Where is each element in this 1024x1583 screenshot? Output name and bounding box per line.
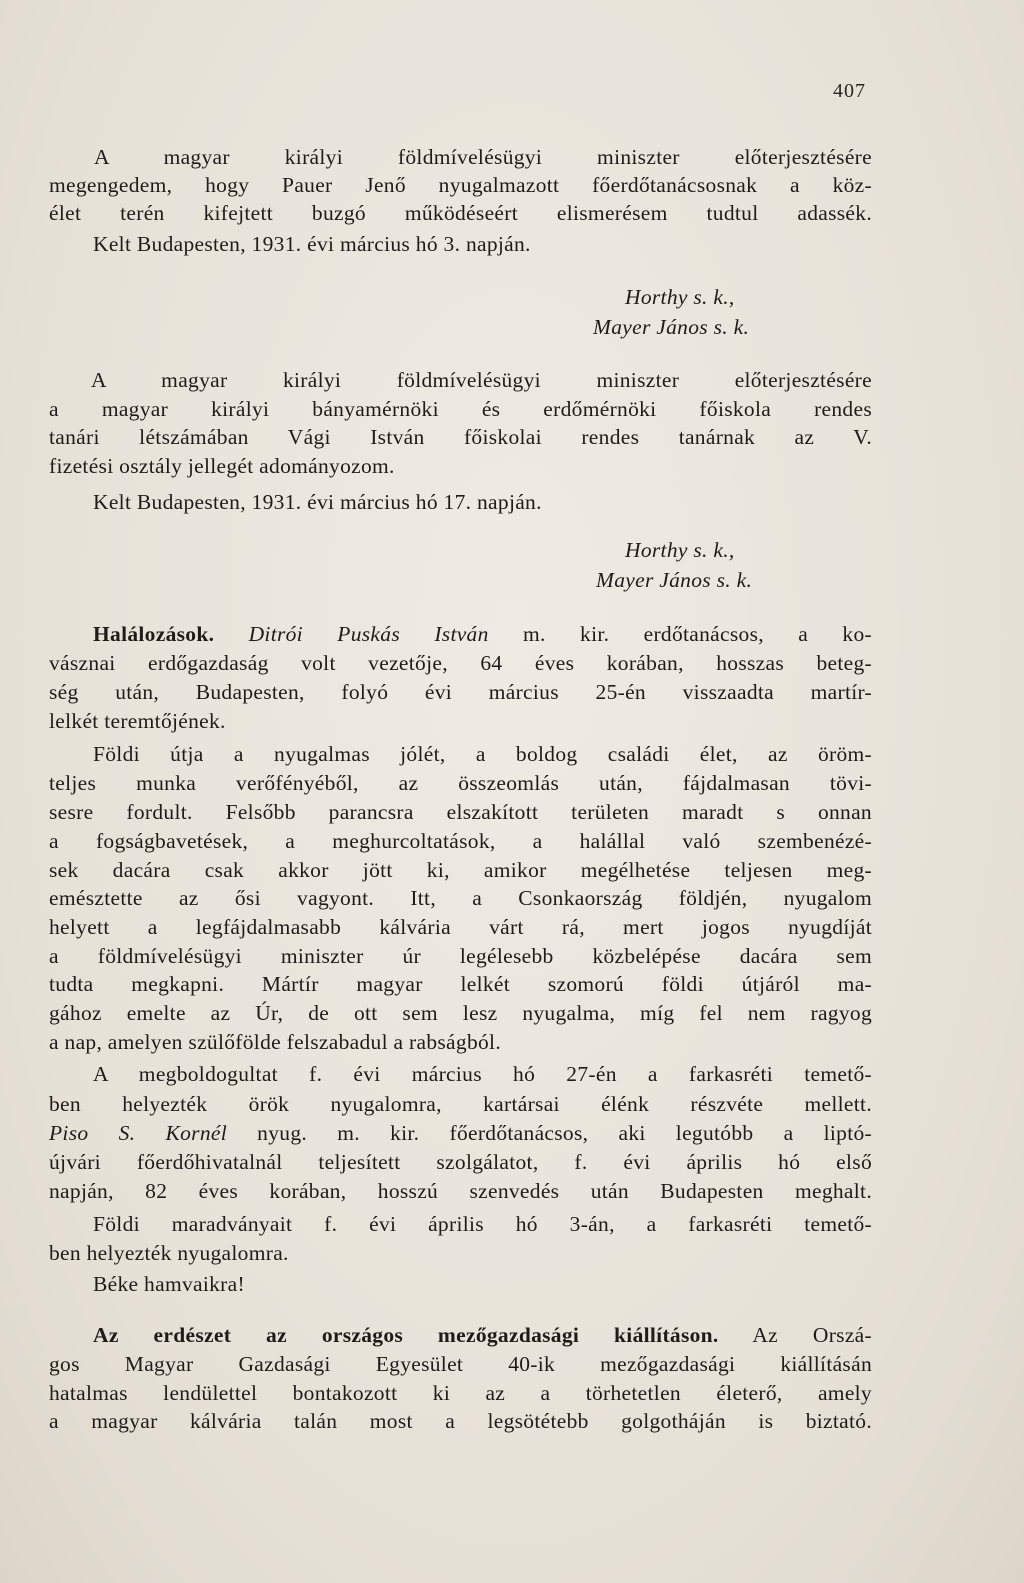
text-line: a földmívelésügyi miniszter úr legélesebb közbelépése dacára sem	[49, 944, 872, 968]
text-line: lelkét teremtőjének.	[49, 709, 226, 733]
text-line: fizetési osztály jellegét adományozom.	[49, 454, 395, 478]
text-run: nyug. m. kir. főerdőtanácsos, aki legutóbb a liptó-	[257, 1121, 872, 1145]
page-number: 407	[833, 80, 866, 102]
text-line: A magyar királyi földmívelésügyi miniszter előterjesztésére	[94, 145, 872, 169]
obituary-first-line	[49, 620, 872, 648]
obituary-second-line	[49, 1119, 872, 1147]
dateline: Kelt Budapesten, 1931. évi március hó 17. napján.	[93, 490, 542, 514]
text-line: a magyar királyi bányamérnöki és erdőmérnöki főiskola rendes	[49, 397, 872, 421]
text-line: gos Magyar Gazdasági Egyesület 40-ik mezőgazdasági kiállításán	[49, 1352, 872, 1376]
person-name: Piso S. Kornél	[49, 1121, 227, 1145]
text-line: ség után, Budapesten, folyó évi március 25-én visszaadta martír-	[49, 680, 872, 704]
section-heading: Az erdészet az országos mezőgazdasági kiállításon.	[93, 1323, 719, 1347]
text-line: a nap, amelyen szülőfölde felszabadul a rabságból.	[49, 1030, 501, 1054]
text-line: napján, 82 éves korában, hosszú szenvedés után Budapesten meghalt.	[49, 1179, 872, 1203]
text-line: gához emelte az Úr, de ott sem lesz nyugalma, míg fel nem ragyog	[49, 1001, 872, 1025]
text-line: sek dacára csak akkor jött ki, amikor megélhetése teljesen meg-	[49, 858, 872, 882]
text-line: helyett a legfájdalmasabb kálvária várt rá, mert jogos nyugdíját	[49, 915, 872, 939]
text-line: a magyar kálvária talán most a legsötétebb golgotháján is biztató.	[49, 1409, 872, 1433]
text-line: tanári létszámában Vági István főiskolai rendes tanárnak az V.	[49, 425, 872, 449]
text-line: Béke hamvaikra!	[93, 1272, 245, 1296]
text-line: vásznai erdőgazdaság volt vezetője, 64 éves korában, hosszas beteg-	[49, 651, 872, 675]
text-line: teljes munka verőfényéből, az összeomlás után, fájdalmasan tövi-	[49, 771, 872, 795]
signature-horthy: Horthy s. k.,	[625, 538, 735, 562]
text-line: hatalmas lendülettel bontakozott ki az a törhetetlen életerő, amely	[49, 1381, 872, 1405]
text-line: A megboldogultat f. évi március hó 27-én a farkasréti temető-	[93, 1062, 872, 1086]
text-line: Földi maradványait f. évi április hó 3-án, a farkasréti temető-	[93, 1212, 872, 1236]
text-line: újvári főerdőhivatalnál teljesített szolgálatot, f. évi április hó első	[49, 1150, 872, 1174]
person-name: Ditrói Puskás István	[248, 622, 489, 646]
signature-horthy: Horthy s. k.,	[625, 285, 735, 309]
text-line: megengedem, hogy Pauer Jenő nyugalmazott főerdőtanácsosnak a köz-	[49, 173, 872, 197]
text-run: m. kir. erdőtanácsos, a ko-	[523, 622, 872, 646]
text-line: ben helyezték nyugalomra.	[49, 1241, 289, 1265]
section-heading: Halálozások.	[93, 622, 215, 646]
signature-mayer: Mayer János s. k.	[596, 568, 753, 592]
text-line: A magyar királyi földmívelésügyi miniszter előterjesztésére	[91, 368, 872, 392]
text-line: ben helyezték örök nyugalomra, kartársai élénk részvéte mellett.	[49, 1092, 872, 1116]
text-line: a fogságbavetések, a meghurcoltatások, a halállal való szembenézé-	[49, 829, 872, 853]
text-line: élet terén kifejtett buzgó működéseért elismerésem tudtul adassék.	[49, 201, 872, 225]
dateline: Kelt Budapesten, 1931. évi március hó 3. napján.	[93, 232, 531, 256]
signature-mayer: Mayer János s. k.	[593, 315, 750, 339]
text-line: emésztette az ősi vagyont. Itt, a Csonkaország földjén, nyugalom	[49, 886, 872, 910]
text-line: tudta megkapni. Mártír magyar lelkét szomorú földi útjáról ma-	[49, 972, 872, 996]
text-line: Földi útja a nyugalmas jólét, a boldog családi élet, az öröm-	[93, 742, 872, 766]
text-line: sesre fordult. Felsőbb parancsra elszakított területen maradt s onnan	[49, 800, 872, 824]
exhibition-first-line	[49, 1321, 872, 1349]
text-run: Az Orszá-	[752, 1323, 872, 1347]
